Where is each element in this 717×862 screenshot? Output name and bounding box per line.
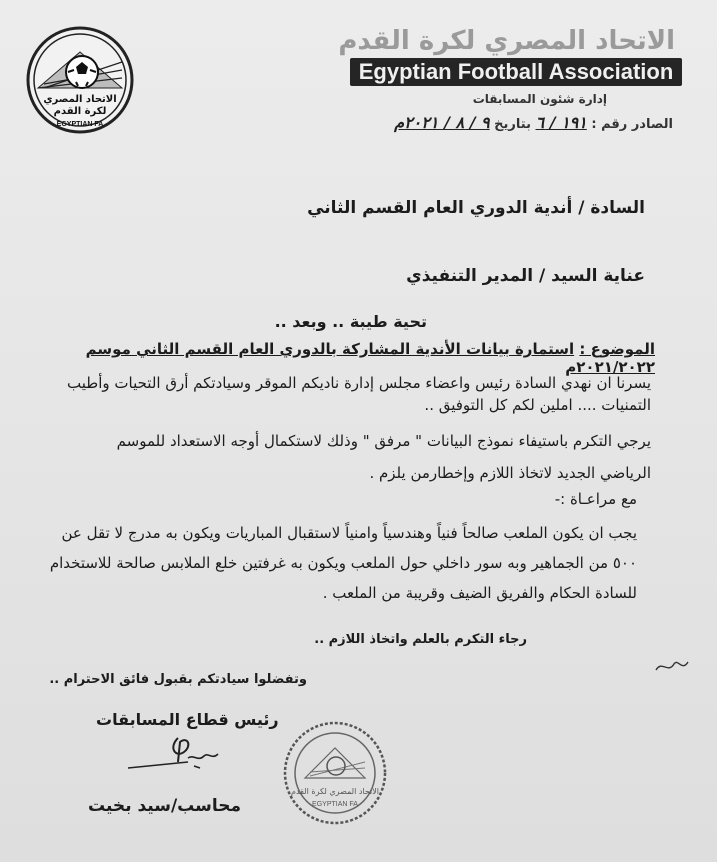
- signer-name: محاسب/سيد بخيت: [88, 796, 242, 816]
- logo-text-ar-1: الاتحاد المصري: [43, 94, 117, 105]
- date-label: بتاريخ: [494, 117, 531, 132]
- paragraph-3: الرياضي الجديد لاتخاذ اللازم وإخطارمن يلزم .: [369, 464, 651, 482]
- note-text: يجب ان يكون الملعب صالحاً فنياً وهندسياً وامنياً لاستقبال المباريات ويكون به مدرج لا تقل عن ٥٠٠ من الجماهير وبه سور داخلي حول الملعب ويكون به غرفتين خلع الملابس صالحة للاستخدام للسادة الحكام والفريق الضيف وقريبة من الملعب .: [49, 524, 637, 602]
- paragraph-2: يرجي التكرم باستيفاء نموذج البيانات " مرفق " وذلك لاستكمال أوجه الاستعداد للموسم: [116, 432, 651, 450]
- stamp-text-ar: الاتحاد المصري لكرة القدم: [290, 787, 380, 796]
- handwritten-signature: [118, 728, 228, 778]
- attention-line: عناية السيد / المدير التنفيذي: [406, 266, 645, 286]
- subject-text: استمارة بيانات الأندية المشاركة بالدوري العام القسم الثاني موسم ٢٠٢١/٢٠٢٢م: [85, 340, 655, 376]
- closing-regards: وتفضلوا سيادتكم بقبول فائق الاحترام ..: [49, 672, 307, 687]
- ref-label: الصادر رقم :: [591, 117, 673, 132]
- signer-title: رئيس قطاع المسابقات: [96, 710, 279, 729]
- efa-logo: [24, 22, 136, 138]
- subject-line: [55, 340, 655, 376]
- reference-line: [394, 113, 673, 132]
- date-value: ٩ / ٨ / ٢٠٢١م: [394, 113, 490, 132]
- margin-scribble: [652, 654, 692, 678]
- closing-request: رجاء التكرم بالعلم واتخاذ اللازم ..: [314, 632, 527, 647]
- logo-text-ar-2: لكرة القدم: [53, 106, 107, 117]
- subject-label: الموضوع :: [579, 340, 655, 358]
- note-label: مع مراعـاة :-: [554, 490, 637, 508]
- paragraph-1: يسرنا ان نهدي السادة رئيس واعضاء مجلس إدارة ناديكم الموقر وسيادتكم أرق التحيات وأطيب التمنيات .... املين لكم كل التوفيق ..: [67, 374, 651, 414]
- logo-text-en: EGYPTIAN FA: [56, 121, 104, 128]
- header-department: إدارة شئون المسابقات: [472, 92, 607, 106]
- ref-number: ١٩١ / ٦: [535, 113, 587, 132]
- official-stamp: [280, 718, 390, 828]
- greeting: تحية طيبة .. وبعد ..: [274, 312, 427, 331]
- stamp-text-en: EGYPTIAN FA: [312, 801, 358, 808]
- header-english-name: Egyptian Football Association: [350, 58, 682, 86]
- addressee: السادة / أندية الدوري العام القسم الثاني: [307, 198, 645, 218]
- header-arabic-name: الاتحاد المصري لكرة القدم: [338, 26, 675, 56]
